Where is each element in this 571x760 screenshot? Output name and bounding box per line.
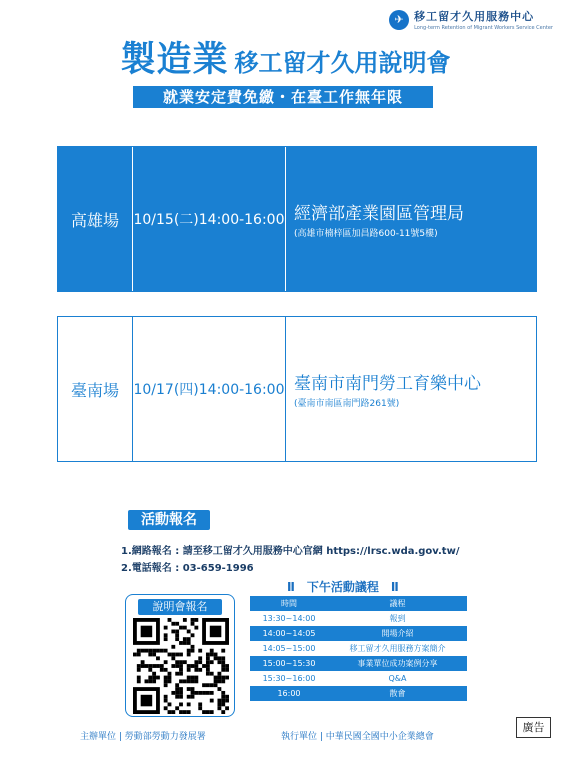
qr-label: 說明會報名 <box>138 599 222 615</box>
online-registration-line[interactable]: 1.網路報名 : 請至移工留才久用服務中心官網 https://lrsc.wda.gov.tw/ <box>121 546 460 557</box>
agenda-time: 14:00~14:05 <box>250 626 328 641</box>
agenda-item: 移工留才久用服務方案簡介 <box>328 641 467 656</box>
org-sub: Long-term Retention of Migrant Workers Service Center <box>414 25 553 31</box>
org-logo <box>389 8 553 31</box>
table-header-row <box>250 596 467 611</box>
venue-card-tainan <box>57 316 537 462</box>
agenda-item: 散會 <box>328 686 467 701</box>
table-row <box>250 686 467 701</box>
venue-site: 臺南場 <box>58 317 133 461</box>
agenda-time: 15:30~16:00 <box>250 671 328 686</box>
org-logo-icon: ✈ <box>389 10 409 30</box>
ad-badge: 廣告 <box>516 717 551 738</box>
title-rest: 移工留才久用說明會 <box>234 49 451 77</box>
agenda-item: Q&A <box>328 671 467 686</box>
agenda-table <box>250 596 467 701</box>
venue-place: 經濟部產業園區管理局 <box>294 204 464 224</box>
column-header: 時間 <box>250 596 328 611</box>
venue-address: (高雄市楠梓區加昌路600-11號5樓) <box>294 229 438 239</box>
table-row <box>250 626 467 641</box>
venue-datetime: 10/17(四)14:00-16:00 <box>133 317 286 461</box>
organizer: 主辦單位 | 勞動部勞動力發展署 <box>80 732 206 742</box>
table-row <box>250 656 467 671</box>
agenda-time: 13:30~14:00 <box>250 611 328 626</box>
agenda-item: 開場介紹 <box>328 626 467 641</box>
title-main: 製造業 <box>120 40 229 80</box>
agenda-item: 報到 <box>328 611 467 626</box>
subtitle-banner: 就業安定費免繳・在臺工作無年限 <box>133 86 433 108</box>
org-name: 移工留才久用服務中心 <box>414 10 535 23</box>
table-row <box>250 611 467 626</box>
phone-registration-line[interactable]: 2.電話報名 : 03-659-1996 <box>121 563 254 574</box>
venue-card-kaohsiung <box>57 146 537 292</box>
column-header: 議程 <box>328 596 467 611</box>
agenda-title: Ⅱ 下午活動議程 Ⅱ <box>287 580 399 594</box>
table-row <box>250 641 467 656</box>
agenda-item: 事業單位成功案例分享 <box>328 656 467 671</box>
venue-datetime: 10/15(二)14:00-16:00 <box>133 147 286 291</box>
page-title <box>0 32 571 82</box>
qr-code-icon[interactable] <box>133 618 229 714</box>
venue-site: 高雄場 <box>58 147 133 291</box>
agenda-time: 15:00~15:30 <box>250 656 328 671</box>
activity-registration-label: 活動報名 <box>128 510 210 530</box>
executor: 執行單位 | 中華民國全國中小企業總會 <box>281 732 434 742</box>
venue-place: 臺南市南門勞工育樂中心 <box>294 374 481 394</box>
venue-address: (臺南市南區南門路261號) <box>294 399 400 409</box>
agenda-time: 16:00 <box>250 686 328 701</box>
agenda-time: 14:05~15:00 <box>250 641 328 656</box>
table-row <box>250 671 467 686</box>
